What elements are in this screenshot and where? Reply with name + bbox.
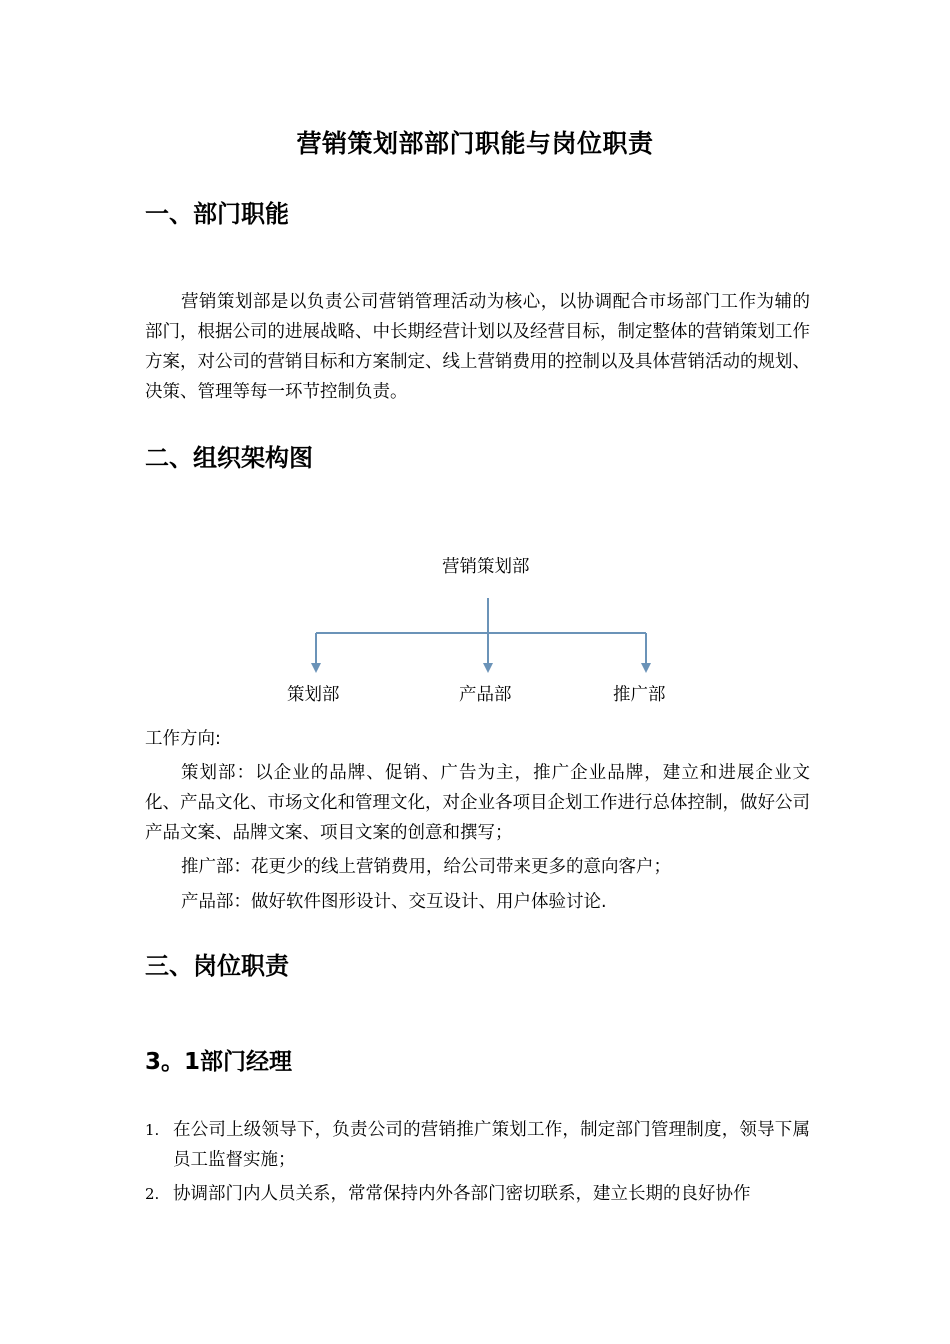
list-item <box>145 1179 810 1209</box>
org-arrow-mid <box>483 663 493 673</box>
org-node-planning: 策划部 <box>287 685 340 705</box>
direction-promotion: 推广部：花更少的线上营销费用，给公司带来更多的意向客户； <box>181 857 671 877</box>
org-node-promotion: 推广部 <box>613 685 666 705</box>
document-title: 营销策划部部门职能与岗位职责 <box>296 129 654 158</box>
list-number: 2. <box>145 1185 160 1203</box>
org-arrow-left <box>311 663 321 673</box>
list-number: 1. <box>145 1121 160 1139</box>
direction-product: 产品部：做好软件图形设计、交互设计、用户体验讨论. <box>181 892 607 912</box>
subsection-heading-manager: 3。1部门经理 <box>145 1049 293 1075</box>
section-heading-org-chart: 二、组织架构图 <box>145 444 313 472</box>
list-item <box>145 1115 810 1175</box>
section-heading-functions: 一、部门职能 <box>145 200 289 228</box>
org-node-product: 产品部 <box>459 685 512 705</box>
org-node-root: 营销策划部 <box>442 557 530 577</box>
list-item-text: 协调部门内人员关系，常常保持内外各部门密切联系，建立长期的良好协作 <box>173 1184 751 1204</box>
org-arrow-right <box>641 663 651 673</box>
section-heading-responsibilities: 三、岗位职责 <box>145 952 289 980</box>
list-item-text: 在公司上级领导下，负责公司的营销推广策划工作，制定部门管理制度，领导下属员工监督实施； <box>173 1120 810 1170</box>
functions-paragraph: 营销策划部是以负责公司营销管理活动为核心，以协调配合市场部门工作为辅的部门，根据公司的进展战略、中长期经营计划以及经营目标，制定整体的营销策划工作方案，对公司的营销目标和方案制定、线上营销费用的控制以及具体营销活动的规划、决策、管理等每一环节控制负责。 <box>145 292 810 402</box>
work-direction-label: 工作方向: <box>145 729 221 749</box>
direction-planning: 策划部：以企业的品牌、促销、广告为主，推广企业品牌，建立和进展企业文化、产品文化、市场文化和管理文化，对企业各项目企划工作进行总体控制，做好公司产品文案、品牌文案、项目文案的创意和撰写； <box>145 763 810 843</box>
